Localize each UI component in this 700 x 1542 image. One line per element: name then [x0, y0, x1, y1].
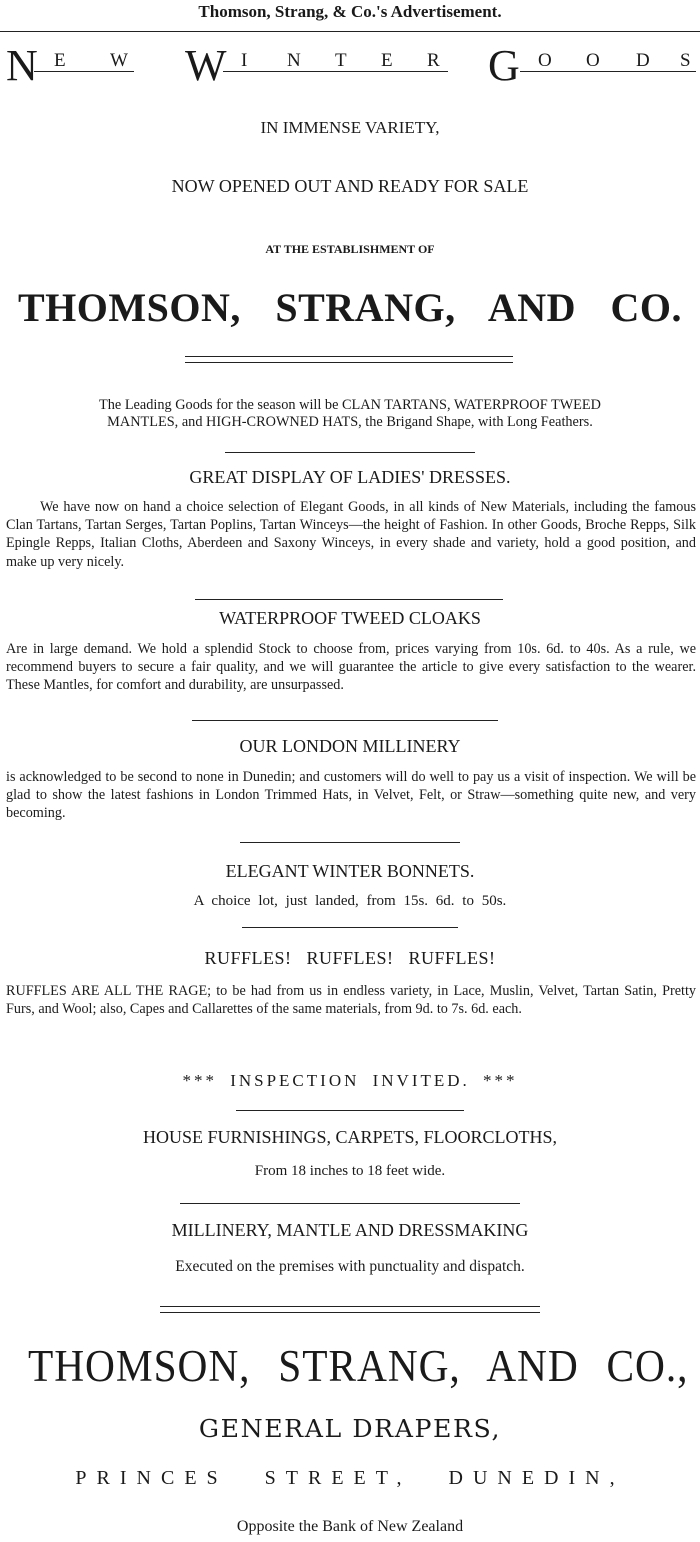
section-heading-dressmaking: MILLINERY, MANTLE AND DRESSMAKING [171, 1220, 529, 1240]
divider [180, 1203, 520, 1204]
headline-word-new [6, 41, 134, 90]
headline-letter: N [287, 50, 301, 71]
headline-letter: O [586, 50, 600, 71]
headline-word-goods [488, 41, 696, 90]
section-heading-millinery: OUR LONDON MILLINERY [239, 736, 461, 756]
intro-line-establishment: AT THE ESTABLISHMENT OF [265, 242, 435, 256]
divider [160, 1306, 540, 1307]
divider [195, 599, 503, 600]
divider [242, 927, 458, 928]
title-rule [0, 31, 700, 32]
section-body-dresses: We have now on hand a choice selection of Elegant Goods, in all kinds of New Materials, including the famous Clan Tartans, Tartan Serges, Tartan Poplins, Tartan Winceys—the height of Fashion. In other Goods, Broche Repps, Silk Epingle Repps, Italian Cloths, Aberdeen and Saxony Winceys, in every shade and variety, hold a good position, and make up very nicely. [6, 499, 696, 570]
divider [160, 1312, 540, 1313]
footer-trade: GENERAL DRAPERS, [198, 1415, 502, 1443]
headline-letter: I [241, 50, 248, 71]
advertisement-title: Thomson, Strang, & Co.'s Advertisement. [198, 2, 502, 21]
section-heading-ruffles: RUFFLES! RUFFLES! RUFFLES! [204, 948, 496, 968]
headline-capital: G [488, 41, 520, 90]
section-sub-furnishings: From 18 inches to 18 feet wide. [254, 1163, 446, 1179]
headline-letter: E [54, 50, 66, 71]
inspection-invited: *** INSPECTION INVITED. *** [182, 1071, 518, 1090]
section-heading-dresses: GREAT DISPLAY OF LADIES' DRESSES. [189, 467, 511, 487]
headline-capital: N [6, 41, 38, 90]
leading-goods-line2: MANTLES, and HIGH-CROWNED HATS, the Brigand Shape, with Long Feathers. [107, 414, 593, 430]
headline-letter: O [538, 50, 552, 71]
section-heading-furnishings: HOUSE FURNISHINGS, CARPETS, FLOORCLOTHS, [142, 1127, 558, 1147]
divider [185, 362, 513, 363]
divider [192, 720, 498, 721]
headline-capital: W [185, 41, 227, 90]
intro-line-variety: IN IMMENSE VARIETY, [260, 118, 440, 137]
headline-letter: W [110, 50, 128, 71]
divider [225, 452, 475, 453]
headline-letter: S [680, 50, 691, 71]
divider [185, 356, 513, 357]
leading-goods-line1: The Leading Goods for the season will be CLAN TARTANS, WATERPROOF TWEED [99, 397, 601, 413]
footer-address: PRINCES STREET, DUNEDIN, [75, 1467, 625, 1489]
headline-letter: E [381, 50, 393, 71]
section-body-millinery: is acknowledged to be second to none in Dunedin; and customers will do well to pay us a visit of inspection. We will be glad to show the latest fashions in London Trimmed Hats, in Velvet, Felt, or Straw—something quite new, and very becoming. [6, 769, 696, 822]
section-sub-dressmaking: Executed on the premises with punctuality and dispatch. [175, 1258, 525, 1275]
headline-word-winter [185, 41, 450, 90]
section-heading-cloaks: WATERPROOF TWEED CLOAKS [219, 608, 481, 628]
firm-name-heading: THOMSON, STRANG, AND CO. [17, 285, 683, 330]
footer-firm-name: THOMSON, STRANG, AND CO., [28, 1341, 689, 1391]
section-heading-bonnets: ELEGANT WINTER BONNETS. [225, 861, 475, 881]
section-body-cloaks: Are in large demand. We hold a splendid Stock to choose from, prices varying from 10s. 6d. to 40s. As a rule, we recommend buyers to secure a fair quality, and we will guarantee the article to give every satisfaction to the wearer. These Mantles, for comfort and durability, are unsurpassed. [6, 641, 696, 694]
section-body-ruffles: RUFFLES ARE ALL THE RAGE; to be had from us in endless variety, in Lace, Muslin, Velvet, Tartan Satin, Pretty Furs, and Wool; also, Capes and Callarettes of the same materials, from 9d. to 7s. 6d. each. [6, 983, 696, 1018]
headline-letter: T [335, 50, 347, 71]
divider [236, 1110, 464, 1111]
headline-letter: R [427, 50, 440, 71]
section-sub-bonnets: A choice lot, just landed, from 15s. 6d. to 50s. [193, 893, 507, 909]
footer-location: Opposite the Bank of New Zealand [236, 1518, 464, 1535]
headline-letter: D [636, 50, 650, 71]
divider [240, 842, 460, 843]
intro-line-opened: NOW OPENED OUT AND READY FOR SALE [171, 176, 529, 196]
